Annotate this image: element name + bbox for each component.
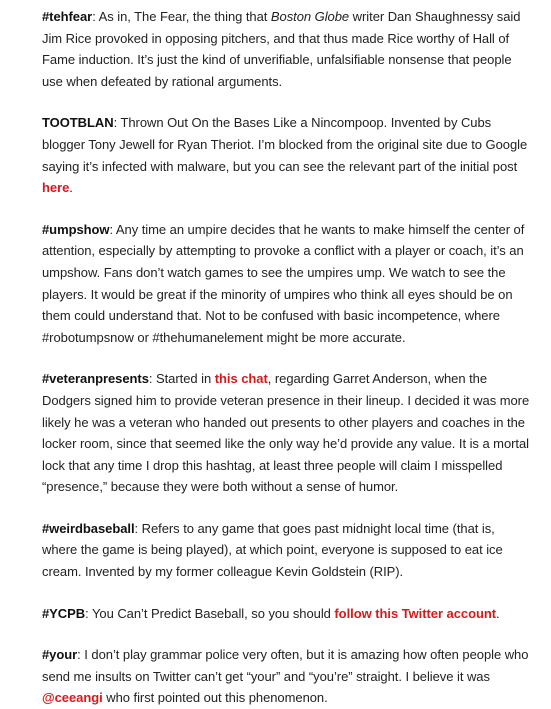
glossary-entry-ycpb <box>42 603 531 625</box>
entry-text: : You Can’t Predict Baseball, so you should <box>85 605 335 621</box>
glossary-entry-veteranpresents <box>42 368 531 498</box>
entry-term: #veteranpresents <box>42 371 149 387</box>
entry-term: #weirdbaseball <box>42 520 135 536</box>
glossary-entry-weirdbaseball <box>42 518 531 583</box>
this-chat-link[interactable]: this chat <box>214 371 268 387</box>
glossary-entry-umpshow <box>42 219 531 349</box>
entry-term: TOOTBLAN <box>42 115 114 131</box>
entry-text: : Started in <box>148 371 215 387</box>
entry-text: : Thrown Out On the Bases Like a Nincompoop. Invented by Cubs blogger Tony Jewell for Ryan Theriot. I’m blocked from the original site due to Google saying it’s infected with malware, but you can see the relevant part of the initial post <box>42 115 528 174</box>
here-link[interactable]: here <box>42 180 70 196</box>
entry-text: writer Dan Shaughnessy said Jim Rice provoked in opposing pitchers, and that thus made Rice worthy of Hall of Fame induction. It’s just the kind of unverifiable, unfalsifiable nonsense that people use when defeated by rational arguments. <box>42 9 521 89</box>
entry-term: #umpshow <box>42 221 110 237</box>
entry-text: : Refers to any game that goes past midnight local time (that is, where the game is being played), at which point, everyone is supposed to eat ice cream. Invented by my former colleague Kevin Goldstein (RIP). <box>42 520 503 580</box>
entry-text: , regarding Garret Anderson, when the Dodgers signed him to provide veteran presence in their lineup. I decided it was more likely he was a veteran who handed out presents to other players and coaches in the locker room, since that seemed like the only way he’d provide any value. It is a mortal lock that any time I drop this hashtag, at least three people will claim I misspelled “presence,” because they were both without a sense of humor. <box>42 371 530 495</box>
glossary-entry-tootblan <box>42 112 531 198</box>
entry-text: . <box>496 605 500 621</box>
entry-text: . <box>69 180 73 196</box>
glossary-entry-your <box>42 644 531 709</box>
entry-term: #your <box>42 647 78 663</box>
glossary-entry-tehfear <box>42 6 531 92</box>
entry-text: : As in, The Fear, the thing that <box>92 9 271 24</box>
entry-text-italic: Boston Globe <box>270 9 350 24</box>
twitter-account-link[interactable]: follow this Twitter account <box>334 605 497 621</box>
entry-term: #tehfear <box>42 9 93 24</box>
entry-text: who first pointed out this phenomenon. <box>102 690 328 706</box>
entry-text: : Any time an umpire decides that he wants to make himself the center of attention, especially by attempting to provoke a conflict with a player or coach, it’s an umpshow. Fans don’t watch games to see the umpires ump. We watch to see the players. It would be great if the minority of umpires who think all eyes should be on them could understand that. Not to be confused with basic incompetence, where #robotumpsnow or #thehumanelement might be more accurate. <box>42 221 525 345</box>
entry-text: : I don’t play grammar police very often, but it is amazing how often people who send me insults on Twitter can’t get “your” and “you’re” straight. I believe it was <box>42 647 529 684</box>
ceeangi-link[interactable]: @ceeangi <box>42 690 103 706</box>
entry-term: #YCPB <box>42 605 86 621</box>
